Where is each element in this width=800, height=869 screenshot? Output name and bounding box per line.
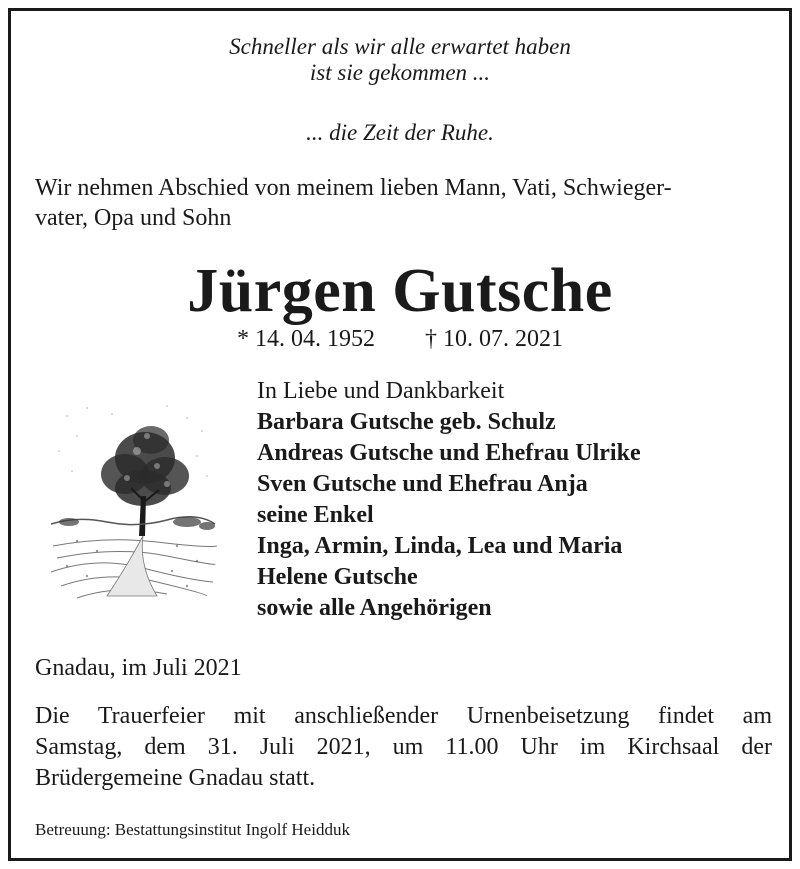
motto-line-2: ist sie gekommen ... bbox=[309, 60, 491, 85]
intro-line-2: vater, Opa und Sohn bbox=[35, 205, 232, 231]
service-line-3: Brüdergemeine Gnadau statt. bbox=[35, 765, 316, 791]
signers-block bbox=[257, 376, 641, 624]
service-line-1: Die Trauerfeier mit anschließender Urnenbeisetzung findet am bbox=[35, 703, 772, 729]
life-dates bbox=[11, 324, 789, 354]
service-line-2: Samstag, dem 31. Juli 2021, um 11.00 Uhr im Kirchsaal der bbox=[35, 734, 772, 760]
signer-name: sowie alle Angehörigen bbox=[257, 595, 492, 621]
signer-name: Barbara Gutsche geb. Schulz bbox=[257, 409, 556, 435]
birth-date: * 14. 04. 1952 bbox=[237, 326, 375, 352]
signers-heading: In Liebe und Dankbarkeit bbox=[257, 378, 505, 404]
tree-landscape-icon bbox=[47, 396, 219, 606]
signer-name: seine Enkel bbox=[257, 502, 374, 528]
deceased-name: Jürgen Gutsche bbox=[187, 257, 613, 325]
intro-line-1: Wir nehmen Abschied von meinem lieben Mann, Vati, Schwieger- bbox=[35, 175, 672, 201]
death-date: † 10. 07. 2021 bbox=[425, 326, 563, 352]
obituary-frame bbox=[8, 8, 792, 861]
signer-name: Andreas Gutsche und Ehefrau Ulrike bbox=[257, 440, 641, 466]
motto-line-3: ... die Zeit der Ruhe. bbox=[306, 120, 494, 145]
place-date: Gnadau, im Juli 2021 bbox=[35, 655, 242, 681]
service-announcement bbox=[35, 701, 772, 794]
intro-text bbox=[35, 173, 770, 233]
signer-name: Sven Gutsche und Ehefrau Anja bbox=[257, 471, 588, 497]
signer-name: Helene Gutsche bbox=[257, 564, 418, 590]
motto-line-1: Schneller als wir alle erwartet haben bbox=[229, 34, 571, 59]
funeral-home-credit: Betreuung: Bestattungsinstitut Ingolf Heidduk bbox=[35, 820, 350, 839]
signer-name: Inga, Armin, Linda, Lea und Maria bbox=[257, 533, 623, 559]
